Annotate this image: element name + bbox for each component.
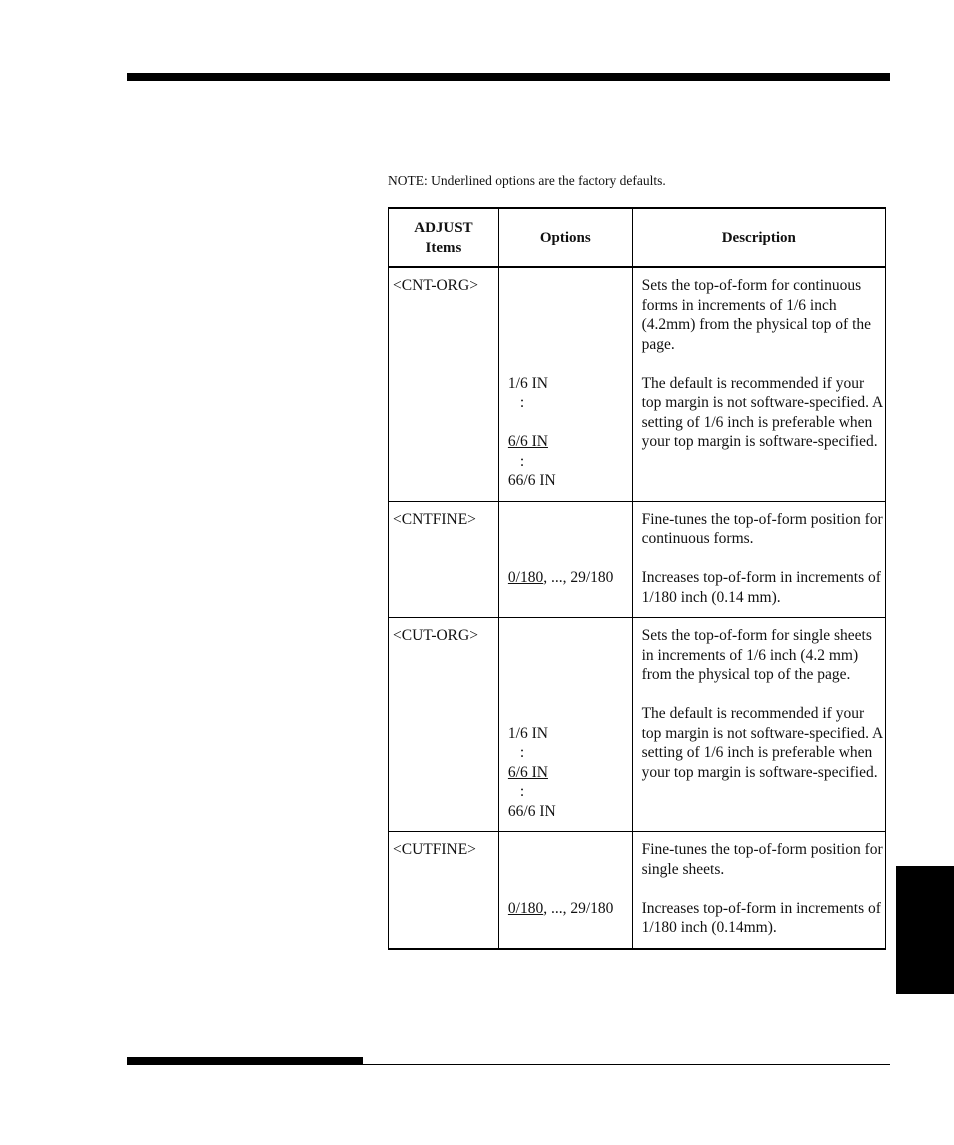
option-value: 66/6 IN [507,472,556,489]
top-rule [127,73,890,81]
header-options: Options [498,208,632,267]
option-value: 1/6 IN [507,374,548,392]
description-text: Sets the top-of-form for continuous forms in increments of 1/6 inch (4.2mm) from the physical top of the page. [641,277,872,353]
table-note: NOTE: Underlined options are the factory defaults. [388,173,666,188]
table-header-row [389,208,886,267]
description-cntfine [632,501,885,618]
description-text: Fine-tunes the top-of-form position for continuous forms. [641,510,883,547]
option-ellipsis: : [519,452,525,470]
header-adjust-items: ADJUST Items [389,208,499,267]
table-row [389,501,886,618]
adjust-items-table [388,207,886,950]
item-cntfine: <CNTFINE> [389,501,499,618]
item-cnt-org: <CNT-ORG> [389,267,499,501]
options-cut-org [498,618,632,832]
description-text: The default is recommended if your top margin is not software-specified. A setting of 1/6 inch is preferable when your top margin is software-specified. [641,374,883,450]
options-cntfine [498,501,632,618]
item-cutfine: <CUTFINE> [389,832,499,949]
options-cnt-org [498,267,632,501]
table-row [389,267,886,501]
option-range: , ..., 29/180 [543,569,614,586]
description-text: Sets the top-of-form for single sheets in increments of 1/6 inch (4.2 mm) from the physical top of the page. [641,627,872,683]
description-text: Increases top-of-form in increments of 1/180 inch (0.14mm). [641,899,881,936]
option-value: 66/6 IN [507,802,556,820]
description-text: Fine-tunes the top-of-form position for single sheets. [641,841,883,878]
table-row [389,832,886,949]
description-cutfine [632,832,885,949]
option-default: 0/180 [507,569,544,586]
footer-rule-thick [127,1057,363,1065]
option-default: 6/6 IN [507,433,548,450]
option-ellipsis: : [519,394,525,411]
option-value: 1/6 IN [507,724,548,742]
description-text: Increases top-of-form in increments of 1/180 inch (0.14 mm). [641,569,881,606]
option-default: 0/180 [507,899,544,917]
description-cut-org [632,618,885,832]
option-ellipsis: : [519,744,525,761]
description-text: The default is recommended if your top margin is not software-specified. A setting of 1/6 inch is preferable when your top margin is software-specified. [641,705,883,781]
table-row [389,618,886,832]
option-ellipsis: : [519,783,525,800]
option-default: 6/6 IN [507,763,548,781]
option-range: , ..., 29/180 [543,899,614,917]
options-cutfine [498,832,632,949]
header-description: Description [632,208,885,267]
chapter-side-tab [896,866,954,994]
description-cnt-org [632,267,885,501]
footer-rule-thin [363,1064,890,1065]
item-cut-org: <CUT-ORG> [389,618,499,832]
